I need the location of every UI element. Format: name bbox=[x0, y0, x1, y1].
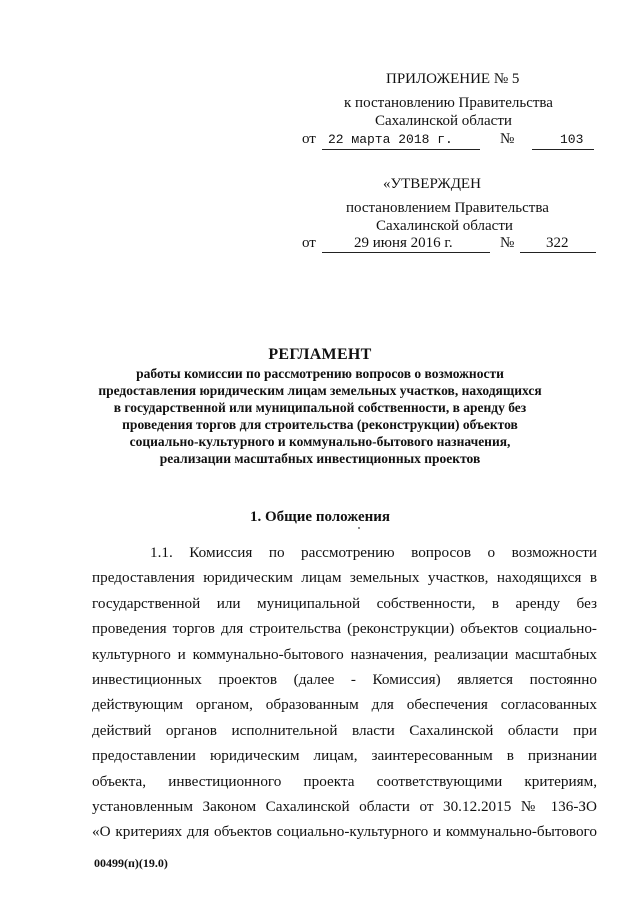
approved-resolution-line: постановлением Правительства bbox=[346, 200, 549, 216]
body-line: культурного и коммунально-бытового назначения, реализации масштабных bbox=[92, 645, 597, 663]
body-line: предоставления юридическим лицам земельных участков, находящихся в bbox=[92, 569, 597, 587]
body-line: «О критериях для объектов социально-культурного и коммунально-бытового bbox=[92, 823, 597, 841]
scan-speck bbox=[358, 527, 360, 529]
appendix-title: ПРИЛОЖЕНИЕ № 5 bbox=[386, 71, 520, 87]
approved-heading: «УТВЕРЖДЕН bbox=[383, 176, 481, 192]
appendix-resolution-line: к постановлению Правительства bbox=[344, 95, 553, 111]
appendix-number-underline bbox=[532, 149, 594, 150]
appendix-number: 103 bbox=[560, 132, 584, 147]
body-line: действующим органом, образованным для обеспечения согласованных bbox=[92, 696, 597, 714]
body-line: объекта, инвестиционного проекта соответствующими критериям, bbox=[92, 772, 597, 790]
subtitle-line: в государственной или муниципальной собственности, в аренду без bbox=[113, 400, 527, 415]
approved-date: 29 июня 2016 г. bbox=[354, 235, 453, 251]
appendix-date: 22 марта 2018 г. bbox=[328, 132, 453, 147]
appendix-number-label: № bbox=[500, 131, 515, 147]
body-paragraph bbox=[92, 540, 597, 845]
approved-number-label: № bbox=[500, 235, 515, 251]
document-subtitle bbox=[80, 365, 560, 467]
body-line: инвестиционных проектов (далее - Комиссия) является постоянно bbox=[92, 670, 597, 688]
section-heading: 1. Общие положения bbox=[249, 509, 391, 525]
subtitle-line: предоставления юридическим лицам земельных участков, находящихся bbox=[98, 383, 542, 398]
subtitle-line: проведения торгов для строительства (реконструкции) объектов bbox=[122, 417, 518, 432]
body-line: предоставлении юридическим лицам, заинтересованным в признании bbox=[92, 747, 597, 765]
subtitle-line: реализации масштабных инвестиционных проектов bbox=[159, 451, 481, 466]
appendix-from-label: от bbox=[302, 131, 316, 147]
document-code: 00499(п)(19.0) bbox=[94, 856, 168, 870]
approved-number: 322 bbox=[546, 235, 569, 251]
approved-date-underline bbox=[322, 252, 490, 253]
subtitle-line: социально-культурного и коммунально-бытового назначения, bbox=[129, 434, 511, 449]
body-line: действий органов исполнительной власти Сахалинской области при bbox=[92, 721, 597, 739]
body-line: 1.1. Комиссия по рассмотрению вопросов о возможности bbox=[150, 544, 597, 561]
body-line: государственной или муниципальной собственности, в аренду без bbox=[92, 594, 597, 612]
approved-region-line: Сахалинской области bbox=[376, 218, 513, 234]
appendix-region-line: Сахалинской области bbox=[375, 113, 512, 129]
approved-number-underline bbox=[520, 252, 596, 253]
appendix-date-underline bbox=[322, 149, 480, 150]
approved-from-label: от bbox=[302, 235, 316, 251]
document-title: РЕГЛАМЕНТ bbox=[268, 346, 372, 363]
body-line: проведения торгов для строительства (реконструкции) объектов социально- bbox=[92, 620, 597, 638]
body-line: установленным Законом Сахалинской области от 30.12.2015 № 136-ЗО bbox=[92, 797, 597, 815]
subtitle-line: работы комиссии по рассмотрению вопросов о возможности bbox=[136, 366, 504, 381]
